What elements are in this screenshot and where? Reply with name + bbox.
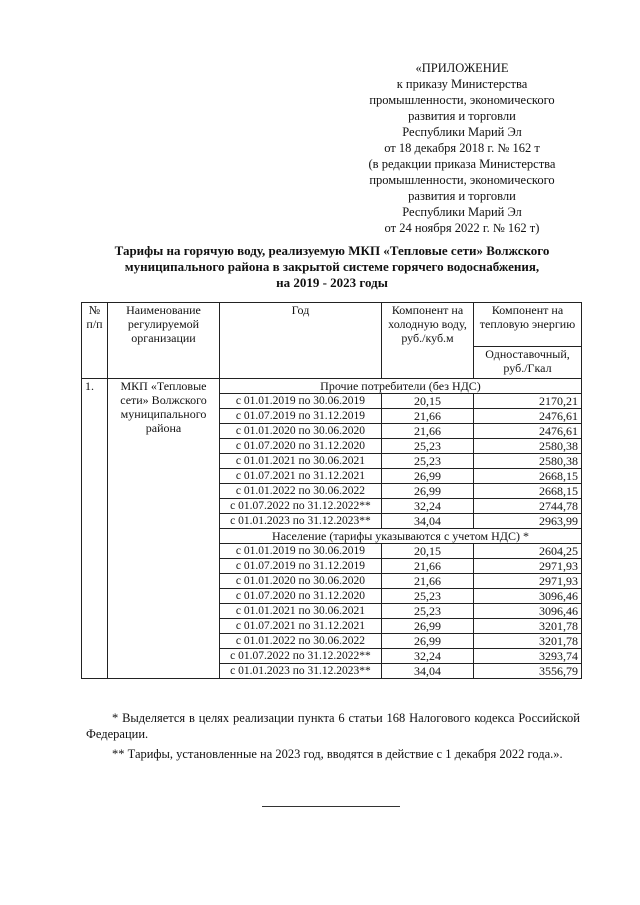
heat-energy-cell: 3293,74 (474, 649, 582, 664)
title-line: на 2019 - 2023 годы (276, 275, 388, 290)
divider (262, 806, 400, 807)
period-cell: с 01.01.2019 по 30.06.2019 (220, 394, 382, 409)
heat-energy-cell: 3096,46 (474, 589, 582, 604)
appendix-line: «ПРИЛОЖЕНИЕ (415, 61, 509, 75)
cold-water-cell: 25,23 (382, 454, 474, 469)
heat-energy-cell: 2604,25 (474, 544, 582, 559)
period-cell: с 01.07.2021 по 31.12.2021 (220, 469, 382, 484)
footnote: * Выделяется в целях реализации пункта 6 статьи 168 Налогового кодекса Российской Федерации. (86, 711, 580, 741)
period-cell: с 01.01.2022 по 30.06.2022 (220, 634, 382, 649)
heat-energy-cell: 2744,78 (474, 499, 582, 514)
cold-water-cell: 25,23 (382, 589, 474, 604)
appendix-line: (в редакции приказа Министерства (368, 157, 556, 171)
cold-water-cell: 26,99 (382, 469, 474, 484)
heat-energy-cell: 2476,61 (474, 409, 582, 424)
table-body (82, 379, 582, 679)
row-number: 1. (82, 379, 108, 679)
cold-water-cell: 32,24 (382, 499, 474, 514)
appendix-line: промышленности, экономического (369, 93, 555, 107)
heat-energy-cell: 3201,78 (474, 634, 582, 649)
appendix-block (352, 60, 572, 236)
cold-water-cell: 21,66 (382, 559, 474, 574)
heat-energy-cell: 2668,15 (474, 484, 582, 499)
appendix-line: развития и торговли (408, 109, 516, 123)
cold-water-cell: 34,04 (382, 514, 474, 529)
cold-water-cell: 25,23 (382, 604, 474, 619)
period-cell: с 01.01.2021 по 30.06.2021 (220, 454, 382, 469)
cold-water-cell: 25,23 (382, 439, 474, 454)
document-title (84, 243, 580, 291)
cold-water-cell: 21,66 (382, 409, 474, 424)
title-line: муниципального района в закрытой системе горячего водоснабжения, (124, 259, 540, 274)
period-cell: с 01.01.2022 по 30.06.2022 (220, 484, 382, 499)
section-title: Население (тарифы указываются с учетом НДС) * (220, 529, 582, 544)
cold-water-cell: 21,66 (382, 574, 474, 589)
appendix-line: к приказу Министерства (396, 77, 528, 91)
cold-water-cell: 32,24 (382, 649, 474, 664)
header-num: № п/п (82, 303, 108, 379)
section-title: Прочие потребители (без НДС) (220, 379, 582, 394)
header-heat-energy: Компонент на тепловую энергию (474, 303, 582, 347)
heat-energy-cell: 3096,46 (474, 604, 582, 619)
period-cell: с 01.07.2019 по 31.12.2019 (220, 409, 382, 424)
tariff-table (81, 302, 582, 679)
appendix-line: Республики Марий Эл (402, 205, 522, 219)
appendix-line: развития и торговли (408, 189, 516, 203)
appendix-line: Республики Марий Эл (402, 125, 522, 139)
footnotes (86, 710, 580, 766)
appendix-line: от 18 декабря 2018 г. № 162 т (384, 141, 540, 155)
header-organization: Наименование регулируемой организации (108, 303, 220, 379)
period-cell: с 01.01.2019 по 30.06.2019 (220, 544, 382, 559)
heat-energy-cell: 2971,93 (474, 574, 582, 589)
heat-energy-cell: 3201,78 (474, 619, 582, 634)
period-cell: с 01.01.2023 по 31.12.2023** (220, 514, 382, 529)
period-cell: с 01.07.2019 по 31.12.2019 (220, 559, 382, 574)
period-cell: с 01.01.2021 по 30.06.2021 (220, 604, 382, 619)
header-cold-water: Компонент на холодную воду, руб./куб.м (382, 303, 474, 379)
header-year: Год (220, 303, 382, 379)
period-cell: с 01.01.2020 по 30.06.2020 (220, 574, 382, 589)
heat-energy-cell: 2476,61 (474, 424, 582, 439)
title-line: Тарифы на горячую воду, реализуемую МКП «Тепловые сети» Волжского (114, 243, 550, 258)
heat-energy-cell: 2580,38 (474, 439, 582, 454)
heat-energy-cell: 2963,99 (474, 514, 582, 529)
header-heat-single-rate: Одноставочный, руб./Гкал (474, 347, 582, 379)
cold-water-cell: 21,66 (382, 424, 474, 439)
period-cell: с 01.07.2021 по 31.12.2021 (220, 619, 382, 634)
period-cell: с 01.01.2023 по 31.12.2023** (220, 664, 382, 679)
cold-water-cell: 34,04 (382, 664, 474, 679)
organization-name: МКП «Тепловые сети» Волжского муниципального района (108, 379, 220, 679)
cold-water-cell: 20,15 (382, 544, 474, 559)
cold-water-cell: 26,99 (382, 619, 474, 634)
period-cell: с 01.07.2020 по 31.12.2020 (220, 439, 382, 454)
period-cell: с 01.07.2022 по 31.12.2022** (220, 499, 382, 514)
heat-energy-cell: 3556,79 (474, 664, 582, 679)
cold-water-cell: 20,15 (382, 394, 474, 409)
footnote: ** Тарифы, установленные на 2023 год, вводятся в действие с 1 декабря 2022 года.». (112, 747, 563, 761)
heat-energy-cell: 2971,93 (474, 559, 582, 574)
period-cell: с 01.07.2022 по 31.12.2022** (220, 649, 382, 664)
heat-energy-cell: 2668,15 (474, 469, 582, 484)
appendix-line: промышленности, экономического (369, 173, 555, 187)
appendix-line: от 24 ноября 2022 г. № 162 т) (384, 221, 540, 235)
heat-energy-cell: 2170,21 (474, 394, 582, 409)
cold-water-cell: 26,99 (382, 484, 474, 499)
period-cell: с 01.07.2020 по 31.12.2020 (220, 589, 382, 604)
section-row (82, 379, 582, 394)
heat-energy-cell: 2580,38 (474, 454, 582, 469)
period-cell: с 01.01.2020 по 30.06.2020 (220, 424, 382, 439)
cold-water-cell: 26,99 (382, 634, 474, 649)
